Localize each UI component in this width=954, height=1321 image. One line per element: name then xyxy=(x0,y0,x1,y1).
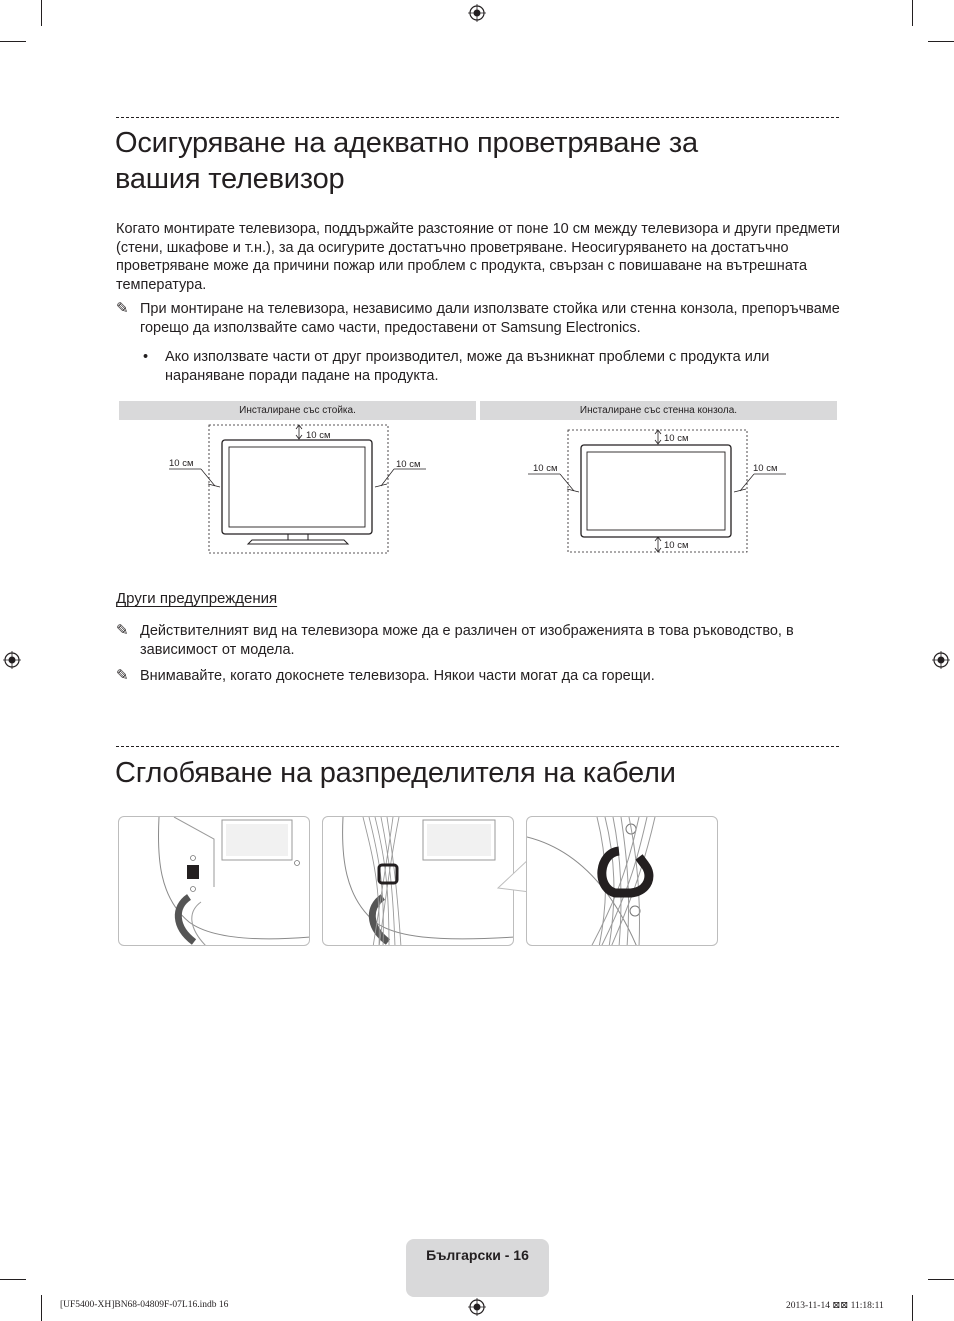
note-pencil-icon: ✎ xyxy=(116,300,129,317)
right-distance-label: 10 см xyxy=(396,459,421,470)
section-divider xyxy=(116,117,839,118)
crop-mark xyxy=(928,41,954,42)
stand-install-caption: Инсталиране със стойка. xyxy=(119,401,476,420)
crop-mark xyxy=(912,0,913,26)
registration-mark-icon xyxy=(468,4,486,22)
section-title-line: Осигуряване на адекватно проветряване за xyxy=(115,127,698,159)
bullet-icon: • xyxy=(143,349,149,365)
left-distance-label: 10 см xyxy=(169,458,194,469)
top-distance-label: 10 см xyxy=(306,430,331,441)
note xyxy=(116,622,840,659)
page-number: Български - 16 xyxy=(426,1247,529,1263)
note-pencil-icon: ✎ xyxy=(116,667,129,684)
bottom-distance-label: 10 см xyxy=(664,540,689,551)
crop-mark xyxy=(912,1295,913,1321)
zoom-callout-pointer xyxy=(496,858,530,894)
bullet-text: Ако използвате части от друг производител, може да възникнат проблеми с продукта или нараняване поради падане на продукта. xyxy=(165,349,770,384)
right-distance-label: 10 см xyxy=(753,463,778,474)
cable-holder-detail-illustration xyxy=(526,816,718,946)
note xyxy=(116,667,840,686)
cable-holder-step-2-illustration xyxy=(322,816,514,946)
crop-mark xyxy=(0,41,26,42)
crop-mark xyxy=(928,1279,954,1280)
note-text: Действителният вид на телевизора може да е различен от изображенията в това ръководство, в зависимост от модела. xyxy=(140,623,794,658)
crop-mark xyxy=(41,0,42,26)
print-slug-left: [UF5400-XH]BN68-04809F-07L16.indb 16 xyxy=(60,1300,229,1310)
left-distance-label: 10 см xyxy=(533,463,558,474)
note xyxy=(116,300,840,337)
crop-mark xyxy=(0,1279,26,1280)
wall-clearance-diagram xyxy=(480,420,837,555)
section-title-line: вашия телевизор xyxy=(115,163,345,195)
section-title: Сглобяване на разпределителя на кабели xyxy=(115,757,676,789)
section-divider xyxy=(116,746,839,747)
section-title xyxy=(115,125,698,197)
registration-mark-icon xyxy=(3,651,21,669)
bullet-item xyxy=(140,348,840,385)
intro-paragraph: Когато монтирате телевизора, поддържайте разстояние от поне 10 см между телевизора и други предмети (стени, шкафове и т.н.), за да осигурите достатъчно проветряване. Неосигуряването на достатъчно проветряване може да причини пожар или проблем с продукта, свързан с повишаване на вътрешната температура. xyxy=(116,221,840,294)
stand-clearance-diagram xyxy=(119,420,476,555)
other-warnings-heading: Други предупреждения xyxy=(116,590,278,607)
page-number-tab xyxy=(406,1239,549,1297)
wall-install-caption: Инсталиране със стенна конзола. xyxy=(480,401,837,420)
note-pencil-icon: ✎ xyxy=(116,622,129,639)
registration-mark-icon xyxy=(932,651,950,669)
cable-holder-step-1-illustration xyxy=(118,816,310,946)
top-distance-label: 10 см xyxy=(664,433,689,444)
crop-mark xyxy=(41,1295,42,1321)
note-text: Внимавайте, когато докоснете телевизора. Някои части могат да са горещи. xyxy=(140,668,655,684)
print-slug-right: 2013-11-14 ⊠⊠ 11:18:11 xyxy=(786,1301,884,1311)
note-text: При монтиране на телевизора, независимо дали използвате стойка или стенна конзола, препоръчваме горещо да използвайте само части, предоставени от Samsung Electronics. xyxy=(140,301,840,336)
registration-mark-icon xyxy=(468,1298,486,1316)
